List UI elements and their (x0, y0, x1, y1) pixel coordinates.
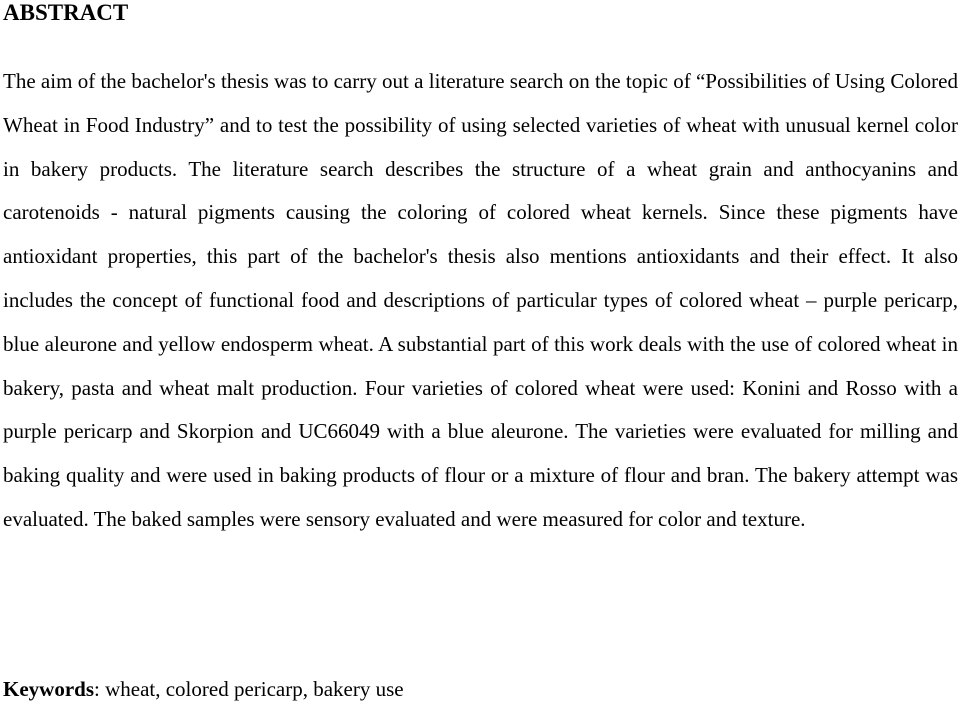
abstract-page (3, 0, 958, 701)
abstract-paragraph: The aim of the bachelor's thesis was to carry out a literature search on the topic of “Possibilities of Using Colored Wheat in Food Industry” and to test the possibility of using selected varieties of wheat with unusual kernel color in bakery products. The literature search describes the structure of a wheat grain and anthocyanins and carotenoids - natural pigments causing the coloring of colored wheat kernels. Since these pigments have antioxidant properties, this part of the bachelor's thesis also mentions antioxidants and their effect. It also includes the concept of functional food and descriptions of particular types of colored wheat – purple pericarp, blue aleurone and yellow endosperm wheat. A substantial part of this work deals with the use of colored wheat in bakery, pasta and wheat malt production. Four varieties of colored wheat were used: Konini and Rosso with a purple pericarp and Skorpion and UC66049 with a blue aleurone. The varieties were evaluated for milling and baking quality and were used in baking products of flour or a mixture of flour and bran. The bakery attempt was evaluated. The baked samples were sensory evaluated and were measured for color and texture. (3, 69, 958, 531)
keywords-text: : wheat, colored pericarp, bakery use (94, 677, 404, 701)
abstract-heading: ABSTRACT (3, 0, 129, 25)
keywords-label: Keywords (3, 677, 94, 701)
keywords-line (3, 674, 404, 704)
